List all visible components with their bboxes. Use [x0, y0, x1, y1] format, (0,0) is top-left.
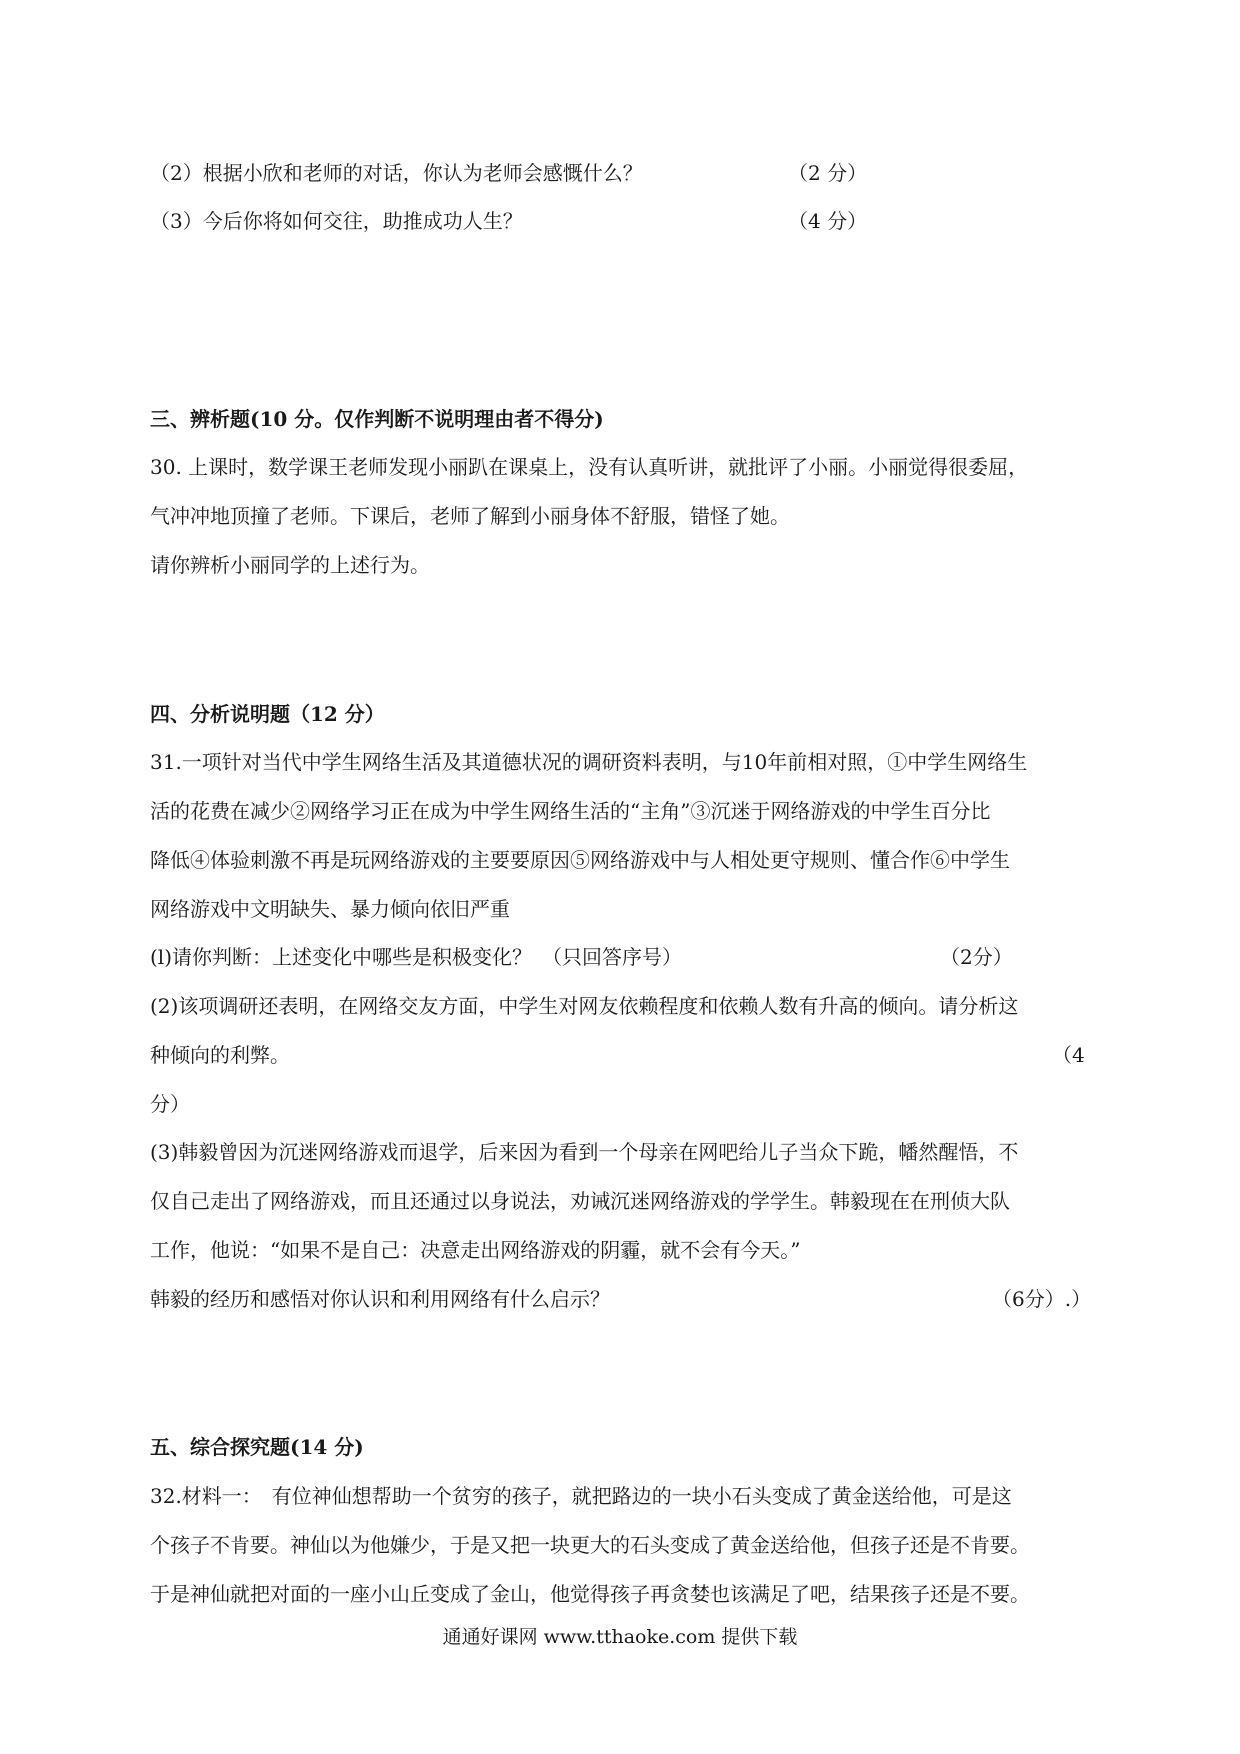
q32-line-1: 32.材料一： 有位神仙想帮助一个贫穷的孩子，就把路边的一块小石头变成了黄金送给他，可是这 — [150, 1484, 1012, 1508]
q32-line-2: 个孩子不肯要。神仙以为他嫌少，于是又把一块更大的石头变成了黄金送给他，但孩子还是不肯要。 — [150, 1533, 1030, 1557]
q31-part2-score-b: 分） — [150, 1092, 190, 1116]
q29-part2-text: （2）根据小欣和老师的对话，你认为老师会感慨什么？ — [150, 161, 643, 185]
q31-part3-line-1: (3)韩毅曾因为沉迷网络游戏而退学，后来因为看到一个母亲在网吧给儿子当众下跪，幡然醒悟，不 — [150, 1140, 1019, 1164]
q31-part3-line-3: 工作，他说：“如果不是自己：决意走出网络游戏的阴霾，就不会有今天。” — [150, 1238, 801, 1262]
q31-line-4: 网络游戏中文明缺失、暴力倾向依旧严重 — [150, 897, 510, 921]
q29-part3-text: （3）今后你将如何交往，助推成功人生？ — [150, 209, 523, 233]
q32-line-3: 于是神仙就把对面的一座小山丘变成了金山，他觉得孩子再贪婪也该满足了吧，结果孩子还是不要。 — [150, 1582, 1030, 1606]
q30-line-2: 气冲冲地顶撞了老师。下课后，老师了解到小丽身体不舒服，错怪了她。 — [150, 504, 790, 528]
q31-part3-score: （6分）.） — [992, 1287, 1092, 1311]
q31-part2-line-1: (2)该项调研还表明，在网络交友方面，中学生对网友依赖程度和依赖人数有升高的倾向。请分析这 — [150, 994, 1019, 1018]
q31-line-2: 活的花费在减少②网络学习正在成为中学生网络生活的“主角”③沉迷于网络游戏的中学生百分比 — [150, 799, 991, 823]
q30-line-3: 请你辨析小丽同学的上述行为。 — [150, 553, 430, 577]
q29-part3-score: （4 分） — [788, 209, 868, 233]
q31-part1-score: （2分） — [940, 945, 1013, 969]
q31-line-3: 降低④体验刺激不再是玩网络游戏的主要要原因⑤网络游戏中与人相处更守规则、懂合作⑥中学生 — [150, 848, 1010, 872]
section5-heading: 五、综合探究题(14 分) — [150, 1435, 364, 1459]
q29-part2-score: （2 分） — [788, 161, 868, 185]
q31-part3-line-2: 仅自己走出了网络游戏，而且还通过以身说法，劝诫沉迷网络游戏的学学生。韩毅现在在刑侦大队 — [150, 1189, 1010, 1213]
q31-part1-text: (l)请你判断：上述变化中哪些是积极变化？ （只回答序号） — [150, 945, 683, 969]
q31-line-1: 31.一项针对当代中学生网络生活及其道德状况的调研资料表明，与10年前相对照，①中学生网络生 — [150, 750, 1028, 774]
q31-part3-question: 韩毅的经历和感悟对你认识和利用网络有什么启示？ — [150, 1287, 610, 1311]
q31-part2-score-a: （4 — [1052, 1043, 1085, 1067]
section4-heading: 四、分析说明题（12 分） — [150, 702, 385, 726]
section3-heading: 三、辨析题(10 分。仅作判断不说明理由者不得分) — [150, 407, 604, 431]
q30-line-1: 30. 上课时，数学课王老师发现小丽趴在课桌上，没有认真听讲，就批评了小丽。小丽觉得很委屈， — [150, 455, 1029, 479]
q31-part2-line-2: 种倾向的利弊。 — [150, 1043, 290, 1067]
page-footer: 通通好课网 www.tthaoke.com 提供下载 — [442, 1626, 798, 1648]
